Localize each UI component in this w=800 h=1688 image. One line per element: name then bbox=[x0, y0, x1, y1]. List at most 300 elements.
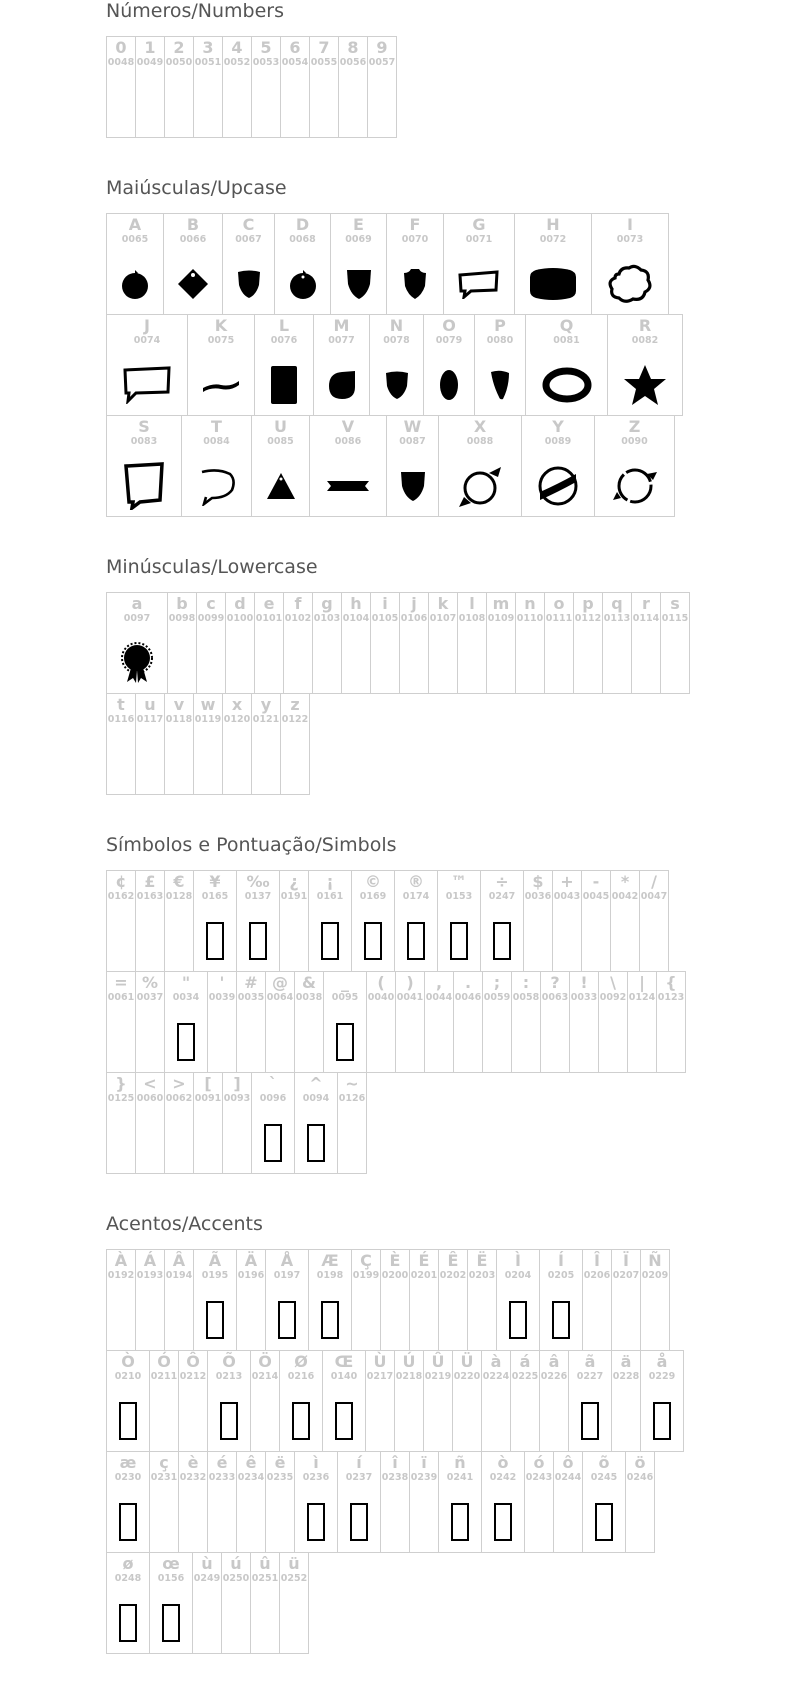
glyph-character: [ bbox=[204, 1074, 212, 1093]
glyph-character: # bbox=[244, 973, 258, 992]
glyph-code: 0083 bbox=[130, 436, 158, 447]
glyph-cell bbox=[274, 213, 331, 315]
glyph-cell bbox=[351, 1249, 381, 1351]
glyph-cell bbox=[598, 971, 628, 1073]
glyph-character: Ä bbox=[244, 1251, 258, 1270]
glyph-cell bbox=[330, 213, 387, 315]
glyph-character: w bbox=[200, 695, 216, 714]
glyph-code: 0228 bbox=[612, 1371, 640, 1382]
glyph-cell bbox=[481, 1451, 525, 1553]
glyph-character: œ bbox=[162, 1554, 180, 1573]
glyph-cell bbox=[164, 1072, 194, 1174]
glyph-cell bbox=[236, 971, 266, 1073]
glyph-cell bbox=[279, 870, 309, 972]
glyph-code: 0059 bbox=[483, 992, 511, 1003]
glyph-cell bbox=[482, 971, 512, 1073]
glyph-cell bbox=[611, 1350, 641, 1452]
triangle-icon bbox=[252, 462, 309, 510]
missing-glyph-icon bbox=[295, 1119, 337, 1167]
glyph-code: 0075 bbox=[207, 335, 235, 346]
missing-glyph-icon bbox=[482, 1498, 524, 1546]
glyph-cell bbox=[135, 971, 165, 1073]
glyph-code: 0068 bbox=[289, 234, 316, 245]
glyph-cell bbox=[309, 415, 387, 517]
glyph-code: 0078 bbox=[383, 335, 410, 346]
section-title: Números/Numbers bbox=[106, 0, 284, 22]
glyph-code: 0058 bbox=[512, 992, 540, 1003]
glyph-character: é bbox=[216, 1453, 228, 1472]
glyph-cell bbox=[380, 1451, 410, 1553]
glyph-code: 0038 bbox=[295, 992, 323, 1003]
glyph-character: ! bbox=[580, 973, 588, 992]
charmap-page bbox=[106, 0, 796, 1653]
glyph-character: ¿ bbox=[289, 872, 299, 891]
glyph-cell bbox=[640, 1249, 670, 1351]
circle-ribbon-icon bbox=[439, 462, 521, 510]
glyph-cell bbox=[193, 693, 223, 795]
glyph-cell bbox=[222, 213, 275, 315]
glyph-character: ì bbox=[313, 1453, 319, 1472]
glyph-cell bbox=[283, 592, 313, 694]
glyph-code: 0067 bbox=[235, 234, 262, 245]
glyph-cell bbox=[582, 1451, 626, 1553]
glyph-cell bbox=[660, 592, 690, 694]
glyph-character: ‰ bbox=[246, 872, 270, 891]
glyph-code: 0217 bbox=[366, 1371, 394, 1382]
glyph-cell bbox=[394, 870, 438, 972]
glyph-character: è bbox=[187, 1453, 199, 1472]
glyph-row bbox=[106, 693, 800, 794]
glyph-code: 0193 bbox=[136, 1270, 164, 1281]
glyph-code: 0241 bbox=[446, 1472, 474, 1483]
glyph-character: C bbox=[242, 215, 255, 234]
speech-bubble-icon bbox=[182, 462, 251, 510]
glyph-cell bbox=[438, 1451, 482, 1553]
glyph-character: & bbox=[302, 973, 316, 992]
glyph-character: s bbox=[670, 594, 680, 613]
glyph-code: 0070 bbox=[401, 234, 429, 245]
glyph-code: 0239 bbox=[410, 1472, 438, 1483]
glyph-character: V bbox=[341, 417, 355, 436]
glyph-cell bbox=[351, 870, 395, 972]
glyph-character: Ú bbox=[402, 1352, 416, 1371]
glyph-character: p bbox=[582, 594, 594, 613]
glyph-code: 0161 bbox=[316, 891, 344, 902]
glyph-character: O bbox=[442, 316, 456, 335]
glyph-cell bbox=[193, 1072, 223, 1174]
glyph-code: 0214 bbox=[251, 1371, 279, 1382]
section-title: Acentos/Accents bbox=[106, 1213, 263, 1235]
glyph-character: ~ bbox=[345, 1074, 359, 1093]
glyph-cell bbox=[207, 1350, 251, 1452]
glyph-code: 0120 bbox=[223, 714, 251, 725]
glyph-character: û bbox=[259, 1554, 271, 1573]
glyph-character: ä bbox=[620, 1352, 632, 1371]
glyph-character: r bbox=[642, 594, 650, 613]
glyph-cell bbox=[627, 971, 657, 1073]
glyph-code: 0073 bbox=[616, 234, 644, 245]
glyph-code: 0074 bbox=[133, 335, 161, 346]
missing-glyph-icon bbox=[237, 917, 279, 965]
glyph-code: 0244 bbox=[554, 1472, 582, 1483]
glyph-cell bbox=[438, 415, 522, 517]
glyph-character: £ bbox=[144, 872, 156, 891]
glyph-code: 0128 bbox=[165, 891, 193, 902]
glyph-code: 0219 bbox=[424, 1371, 452, 1382]
glyph-character: D bbox=[295, 215, 310, 234]
glyph-code: 0246 bbox=[626, 1472, 654, 1483]
glyph-cell bbox=[135, 693, 165, 795]
speech-bubble-icon bbox=[107, 462, 181, 510]
glyph-cell bbox=[308, 870, 352, 972]
glyph-cell bbox=[573, 592, 603, 694]
glyph-code: 0203 bbox=[468, 1270, 496, 1281]
glyph-cell bbox=[480, 870, 524, 972]
glyph-code: 0204 bbox=[504, 1270, 532, 1281]
glyph-cell bbox=[386, 213, 444, 315]
glyph-cell bbox=[106, 693, 136, 795]
glyph-code: 0174 bbox=[402, 891, 430, 902]
glyph-cell bbox=[514, 213, 592, 315]
glyph-character: . bbox=[464, 973, 472, 992]
glyph-character: ê bbox=[245, 1453, 257, 1472]
glyph-code: 0034 bbox=[172, 992, 200, 1003]
glyph-code: 0225 bbox=[511, 1371, 539, 1382]
glyph-code: 0093 bbox=[223, 1093, 251, 1104]
glyph-character: " bbox=[181, 973, 191, 992]
glyph-code: 0066 bbox=[179, 234, 207, 245]
glyph-character: Œ bbox=[334, 1352, 354, 1371]
glyph-code: 0126 bbox=[338, 1093, 366, 1104]
glyph-character: S bbox=[138, 417, 150, 436]
glyph-character: ¢ bbox=[115, 872, 127, 891]
glyph-code: 0096 bbox=[259, 1093, 287, 1104]
glyph-cell bbox=[552, 870, 582, 972]
glyph-code: 0084 bbox=[203, 436, 230, 447]
glyph-character: í bbox=[356, 1453, 362, 1472]
glyph-character: x bbox=[231, 695, 243, 714]
glyph-cell bbox=[251, 693, 281, 795]
glyph-character: J bbox=[144, 316, 150, 335]
glyph-character: ã bbox=[584, 1352, 596, 1371]
glyph-code: 0079 bbox=[435, 335, 463, 346]
glyph-character: } bbox=[115, 1074, 127, 1093]
glyph-cell bbox=[280, 693, 310, 795]
shield-icon bbox=[223, 260, 274, 308]
glyph-cell bbox=[236, 1249, 266, 1351]
glyph-cell bbox=[149, 1451, 179, 1553]
glyph-cell bbox=[602, 592, 632, 694]
glyph-code: 0232 bbox=[179, 1472, 207, 1483]
glyph-cell bbox=[221, 1552, 251, 1654]
glyph-character: ] bbox=[233, 1074, 241, 1093]
shield-icon bbox=[370, 361, 423, 409]
glyph-character: e bbox=[263, 594, 275, 613]
glyph-code: 0220 bbox=[453, 1371, 481, 1382]
glyph-code: 0100 bbox=[226, 613, 254, 624]
glyph-cell bbox=[394, 1350, 424, 1452]
glyph-character: Ó bbox=[157, 1352, 171, 1371]
glyph-character: 2 bbox=[173, 38, 185, 57]
glyph-character: Z bbox=[628, 417, 641, 436]
glyph-cell bbox=[106, 1350, 150, 1452]
circle-band-icon bbox=[522, 462, 594, 510]
glyph-cell bbox=[294, 971, 324, 1073]
glyph-cell bbox=[428, 592, 458, 694]
glyph-cell bbox=[370, 592, 400, 694]
glyph-cell bbox=[167, 592, 197, 694]
glyph-code: 0063 bbox=[541, 992, 569, 1003]
glyph-cell bbox=[581, 870, 611, 972]
glyph-cell bbox=[106, 870, 136, 972]
charmap-sections bbox=[106, 0, 796, 1653]
glyph-code: 0194 bbox=[165, 1270, 193, 1281]
glyph-character: v bbox=[173, 695, 185, 714]
glyph-character: ü bbox=[288, 1554, 300, 1573]
glyph-code: 0163 bbox=[136, 891, 164, 902]
glyph-character: ó bbox=[533, 1453, 545, 1472]
missing-glyph-icon bbox=[309, 1296, 351, 1344]
glyph-character: Å bbox=[280, 1251, 294, 1270]
glyph-code: 0233 bbox=[208, 1472, 236, 1483]
glyph-code: 0206 bbox=[583, 1270, 611, 1281]
glyph-cell bbox=[437, 870, 481, 972]
glyph-code: 0104 bbox=[342, 613, 370, 624]
glyph-cell bbox=[106, 314, 188, 416]
section-title: Minúsculas/Lowercase bbox=[106, 556, 318, 578]
glyph-character: Æ bbox=[321, 1251, 339, 1270]
glyph-cell bbox=[524, 1451, 554, 1553]
glyph-cell bbox=[279, 1350, 323, 1452]
glyph-character: d bbox=[234, 594, 246, 613]
glyph-cell bbox=[193, 1249, 237, 1351]
glyph-character: Ï bbox=[623, 1251, 629, 1270]
missing-glyph-icon bbox=[194, 917, 236, 965]
ring-icon bbox=[526, 361, 607, 409]
glyph-character: k bbox=[437, 594, 449, 613]
glyph-code: 0057 bbox=[368, 57, 396, 68]
glyph-code: 0153 bbox=[445, 891, 473, 902]
glyph-code: 0207 bbox=[612, 1270, 640, 1281]
glyph-character: 9 bbox=[376, 38, 388, 57]
glyph-code: 0044 bbox=[425, 992, 453, 1003]
glyph-cell bbox=[640, 1350, 684, 1452]
glyph-cell bbox=[568, 1350, 612, 1452]
missing-glyph-icon bbox=[323, 1397, 365, 1445]
missing-glyph-icon bbox=[438, 917, 480, 965]
glyph-code: 0089 bbox=[544, 436, 572, 447]
glyph-cell bbox=[236, 870, 280, 972]
section-title: Maiúsculas/Upcase bbox=[106, 177, 287, 199]
glyph-cell bbox=[164, 1249, 194, 1351]
glyph-cell bbox=[457, 592, 487, 694]
glyph-code: 0060 bbox=[136, 1093, 164, 1104]
glyph-cell bbox=[539, 1249, 583, 1351]
glyph-character: > bbox=[172, 1074, 186, 1093]
glyph-code: 0125 bbox=[107, 1093, 135, 1104]
glyph-character: M bbox=[333, 316, 350, 335]
glyph-row bbox=[106, 1552, 800, 1653]
glyph-code: 0053 bbox=[252, 57, 280, 68]
glyph-row bbox=[106, 415, 800, 516]
glyph-character: y bbox=[260, 695, 272, 714]
glyph-code: 0196 bbox=[237, 1270, 265, 1281]
glyph-code: 0156 bbox=[157, 1573, 185, 1584]
glyph-code: 0230 bbox=[114, 1472, 142, 1483]
glyph-code: 0064 bbox=[266, 992, 294, 1003]
glyph-cell bbox=[365, 1350, 395, 1452]
glyph-code: 0109 bbox=[487, 613, 515, 624]
glyph-character: î bbox=[392, 1453, 398, 1472]
glyph-character: 3 bbox=[202, 38, 214, 57]
glyph-cell bbox=[280, 36, 310, 138]
glyph-cell bbox=[369, 314, 424, 416]
glyph-code: 0251 bbox=[251, 1573, 279, 1584]
glyph-cell bbox=[149, 1350, 179, 1452]
glyph-character: ® bbox=[408, 872, 424, 891]
glyph-character: Õ bbox=[222, 1352, 236, 1371]
glyph-character: W bbox=[403, 417, 422, 436]
glyph-character: z bbox=[290, 695, 300, 714]
glyph-character: f bbox=[294, 594, 302, 613]
missing-glyph-icon bbox=[107, 1599, 149, 1647]
glyph-code: 0077 bbox=[328, 335, 355, 346]
glyph-cell bbox=[196, 592, 226, 694]
glyph-cell bbox=[149, 1552, 193, 1654]
glyph-cell bbox=[367, 36, 397, 138]
glyph-character: ¥ bbox=[209, 872, 221, 891]
glyph-character: € bbox=[173, 872, 185, 891]
glyph-cell bbox=[515, 592, 545, 694]
glyph-code: 0080 bbox=[486, 335, 514, 346]
glyph-character: % bbox=[141, 973, 159, 992]
glyph-character: Î bbox=[594, 1251, 600, 1270]
glyph-code: 0110 bbox=[516, 613, 544, 624]
glyph-character: ™ bbox=[451, 872, 467, 891]
glyph-code: 0252 bbox=[280, 1573, 308, 1584]
glyph-code: 0076 bbox=[270, 335, 298, 346]
glyph-code: 0123 bbox=[657, 992, 685, 1003]
glyph-code: 0242 bbox=[489, 1472, 517, 1483]
glyph-cell bbox=[452, 1350, 482, 1452]
missing-glyph-icon bbox=[641, 1397, 683, 1445]
missing-glyph-icon bbox=[481, 917, 523, 965]
glyph-row bbox=[106, 1350, 800, 1451]
glyph-code: 0218 bbox=[395, 1371, 423, 1382]
leaf-icon bbox=[314, 361, 369, 409]
section bbox=[106, 177, 796, 516]
glyph-code: 0165 bbox=[201, 891, 229, 902]
glyph-character: | bbox=[639, 973, 645, 992]
glyph-code: 0249 bbox=[193, 1573, 221, 1584]
glyph-row bbox=[106, 36, 800, 137]
glyph-cell bbox=[443, 213, 515, 315]
glyph-code: 0226 bbox=[540, 1371, 568, 1382]
glyph-cell bbox=[251, 415, 310, 517]
glyph-code: 0250 bbox=[222, 1573, 250, 1584]
missing-glyph-icon bbox=[165, 1018, 207, 1066]
glyph-code: 0097 bbox=[123, 613, 151, 624]
missing-glyph-icon bbox=[107, 1498, 149, 1546]
glyph-cell bbox=[380, 1249, 410, 1351]
glyph-character: Ñ bbox=[648, 1251, 662, 1270]
glyph-character: t bbox=[117, 695, 125, 714]
glyph-character: ÷ bbox=[495, 872, 509, 891]
glyph-cell bbox=[656, 971, 686, 1073]
glyph-character: ë bbox=[274, 1453, 286, 1472]
glyph-code: 0140 bbox=[330, 1371, 358, 1382]
glyph-character: ç bbox=[159, 1453, 169, 1472]
glyph-code: 0050 bbox=[165, 57, 193, 68]
glyph-cell bbox=[569, 971, 599, 1073]
glyph-character: 0 bbox=[115, 38, 127, 57]
glyph-cell bbox=[222, 693, 252, 795]
shield-icon bbox=[331, 260, 386, 308]
glyph-cell bbox=[424, 971, 454, 1073]
glyph-cell bbox=[279, 1552, 309, 1654]
glyph-character: ¡ bbox=[326, 872, 334, 891]
glyph-code: 0088 bbox=[466, 436, 494, 447]
glyph-code: 0039 bbox=[208, 992, 236, 1003]
glyph-character: n bbox=[524, 594, 536, 613]
glyph-cell bbox=[164, 36, 194, 138]
glyph-code: 0042 bbox=[611, 891, 639, 902]
glyph-character: U bbox=[274, 417, 287, 436]
glyph-cell bbox=[222, 36, 252, 138]
missing-glyph-icon bbox=[150, 1599, 192, 1647]
glyph-code: 0197 bbox=[273, 1270, 301, 1281]
circle-badge-icon bbox=[107, 260, 163, 308]
glyph-cell bbox=[438, 1249, 468, 1351]
glyph-character: Ü bbox=[460, 1352, 474, 1371]
glyph-cell bbox=[553, 1451, 583, 1553]
glyph-character: 1 bbox=[144, 38, 156, 57]
glyph-code: 0191 bbox=[280, 891, 308, 902]
glyph-code: 0238 bbox=[381, 1472, 409, 1483]
glyph-cell bbox=[164, 693, 194, 795]
glyph-cell bbox=[582, 1249, 612, 1351]
glyph-code: 0095 bbox=[331, 992, 359, 1003]
glyph-cell bbox=[409, 1451, 439, 1553]
glyph-cell bbox=[250, 1552, 280, 1654]
glyph-character: 5 bbox=[260, 38, 272, 57]
glyph-code: 0198 bbox=[316, 1270, 344, 1281]
glyph-code: 0111 bbox=[545, 613, 573, 624]
star-icon bbox=[608, 361, 682, 409]
glyph-code: 0047 bbox=[640, 891, 668, 902]
missing-glyph-icon bbox=[352, 917, 394, 965]
glyph-character: b bbox=[176, 594, 188, 613]
glyph-code: 0113 bbox=[603, 613, 631, 624]
glyph-character: B bbox=[186, 215, 200, 234]
glyph-cell bbox=[313, 314, 370, 416]
glyph-character: ú bbox=[230, 1554, 242, 1573]
glyph-code: 0087 bbox=[399, 436, 426, 447]
glyph-cell bbox=[254, 592, 284, 694]
glyph-code: 0169 bbox=[359, 891, 387, 902]
glyph-character: : bbox=[522, 973, 530, 992]
glyph-cell bbox=[193, 870, 237, 972]
glyph-cell bbox=[251, 36, 281, 138]
glyph-code: 0213 bbox=[215, 1371, 243, 1382]
glyph-cell bbox=[106, 1552, 150, 1654]
glyph-cell bbox=[207, 1451, 237, 1553]
circle-tag-icon bbox=[275, 260, 330, 308]
glyph-code: 0049 bbox=[136, 57, 164, 68]
glyph-character: * bbox=[620, 872, 630, 891]
glyph-cell bbox=[106, 213, 164, 315]
glyph-character: + bbox=[560, 872, 574, 891]
